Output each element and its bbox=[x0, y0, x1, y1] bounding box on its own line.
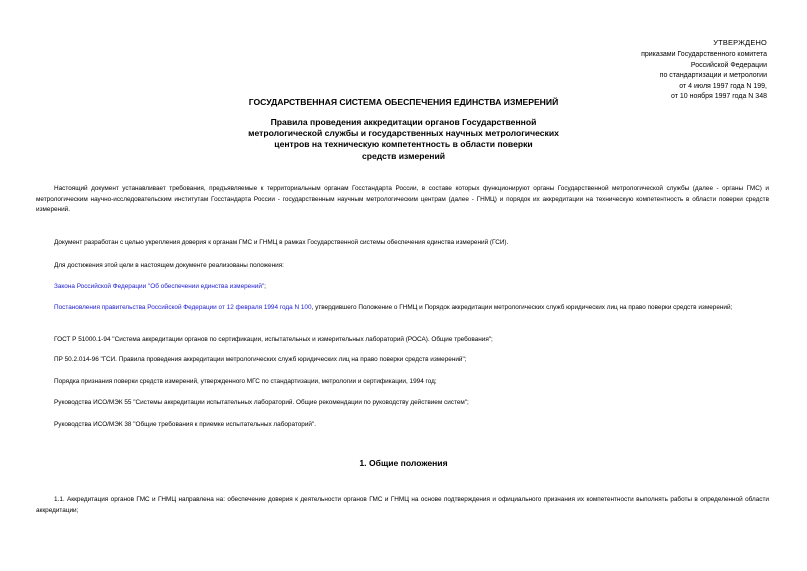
approval-block bbox=[641, 38, 767, 102]
section-1-paragraph-1-1: 1.1. Аккредитация органов ГМС и ГНМЦ направлена на: обеспечение доверия к деятельности органов ГМС и ГНМЦ на основе подтверждения и официального признания их компетентности выполнять работы в определенной области аккредитации; bbox=[36, 496, 769, 514]
system-title: ГОСУДАРСТВЕННАЯ СИСТЕМА ОБЕСПЕЧЕНИЯ ЕДИНСТВА ИЗМЕРЕНИЙ bbox=[248, 97, 559, 107]
iso38-reference: Руководства ИСО/МЭК 38 "Общие требования к приемке испытательных лабораторий". bbox=[54, 421, 317, 428]
resolution-link[interactable]: Постановления правительства Российской Федерации от 12 февраля 1994 года N 100 bbox=[54, 304, 312, 311]
pr-reference: ПР 50.2.014-96 "ГСИ. Правила проведения аккредитации метрологических служб юридических лиц на право поверки средств измерений"; bbox=[54, 356, 467, 363]
approval-line: по стандартизации и метрологии bbox=[659, 72, 767, 80]
approval-heading: УТВЕРЖДЕНО bbox=[713, 38, 767, 47]
document-title-line: Правила проведения аккредитации органов Государственной bbox=[270, 117, 537, 127]
law-reference bbox=[36, 282, 769, 293]
resolution-suffix: , утвердившего Положение о ГНМЦ и Порядок аккредитации метрологических служб юридических лиц на право поверки средств измерений; bbox=[311, 304, 733, 311]
iso55-reference: Руководства ИСО/МЭК 55 "Системы аккредитации испытательных лабораторий. Общие рекомендации по руководству действием систем"; bbox=[54, 399, 469, 406]
approval-line: от 10 ноября 1997 года N 348 bbox=[671, 93, 767, 101]
approval-line: приказами Государственного комитета bbox=[641, 51, 767, 59]
law-link[interactable]: Закона Российской Федерации "Об обеспечении единства измерений" bbox=[54, 283, 265, 290]
order-reference: Порядка признания поверки средств измерений, утвержденного МГС по стандартизации, метрологии и сертификации, 1994 год; bbox=[54, 378, 437, 385]
document-title bbox=[0, 117, 807, 162]
intro-paragraph-purpose: Документ разработан с целью укрепления доверия к органам ГМС и ГНМЦ в рамках Государственной системы обеспечения единства измерений (ГСИ). bbox=[54, 239, 509, 246]
intro-paragraph-provisions: Для достижения этой цели в настоящем документе реализованы положения: bbox=[54, 262, 284, 269]
gost-reference: ГОСТ Р 51000.1-94 "Система аккредитации органов по сертификации, испытательных и измерительных лабораторий (РОСА). Общие требования"; bbox=[54, 336, 493, 343]
approval-line: от 4 июля 1997 года N 199, bbox=[679, 82, 767, 90]
intro-paragraph-scope: Настоящий документ устанавливает требования, предъявляемые к территориальным органам Госстандарта России, в составе которых функционируют органы Государственной метрологической службы (далее - органы ГМС) и метрологическим научно-исследовательским институтам Госстандарта России - государственным научным метрологическим центрам (далее - ГНМЦ) и порядок их аккредитации на техническую компетентность в области поверки средств измерений. bbox=[36, 185, 769, 214]
approval-line: Российской Федерации bbox=[690, 61, 767, 69]
document-title-line: центров на техническую компетентность в области поверки bbox=[274, 139, 533, 150]
law-suffix: ; bbox=[264, 283, 266, 290]
document-title-line: метрологической службы и государственных научных метрологических bbox=[248, 128, 559, 139]
section-1-title: 1. Общие положения bbox=[359, 458, 448, 468]
resolution-reference bbox=[36, 303, 769, 314]
document-title-line: средств измерений bbox=[361, 150, 446, 161]
